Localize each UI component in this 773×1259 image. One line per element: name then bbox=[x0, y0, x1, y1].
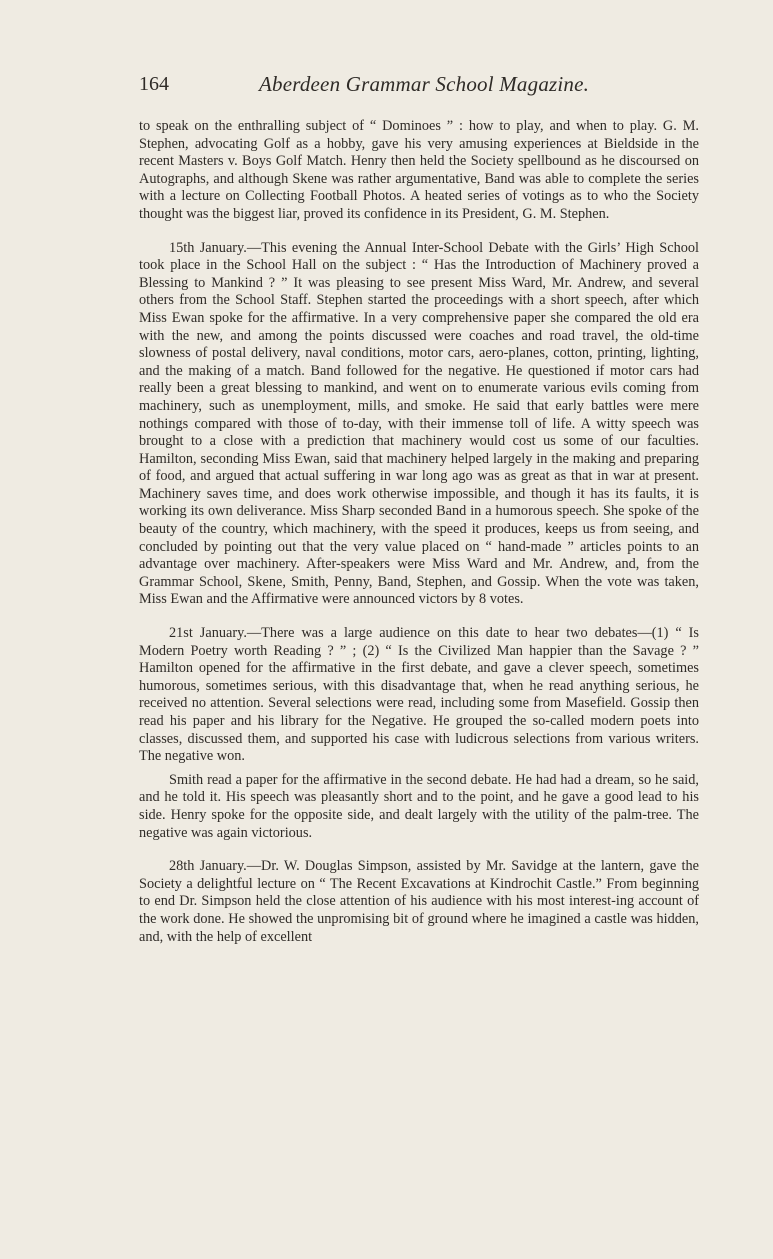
page-number: 164 bbox=[139, 73, 169, 95]
paragraph-dominoes: to speak on the enthralling subject of “ Dominoes ” : how to play, and when to play. G. M. Stephen, advocating Golf as a hobby, gave his very amusing experiences at Bieldside in the recent Masters v. Boys Golf Match. Henry then held the Society spellbound as he discoursed on Autographs, and although Skene was rather argumentative, Band was able to complete the series with a lecture on Collecting Football Photos. A heated series of votings as to who the Society thought was the biggest liar, proved its confidence in its President, G. M. Stephen. bbox=[139, 118, 699, 222]
paragraph-21st-january: 21st January.—There was a large audience on this date to hear two debates—(1) “ Is Modern Poetry worth Reading ? ” ; (2) “ Is the Civilized Man happier than the Savage ? ” Hamilton opened for the affirmative in the first debate, and gave a clever speech, sometimes humorous, sometimes serious, with this disadvantage that, when he read anything serious, he received no attention. Several selections were read, including some from Masefield. Gossip then read his paper and his library for the Negative. He grouped the so-called modern poets into classes, discussed them, and supported his case with ludicrous selections from various writers. The negative won. bbox=[139, 625, 699, 765]
running-title: Aberdeen Grammar School Magazine. bbox=[259, 72, 590, 96]
paragraph-28th-january: 28th January.—Dr. W. Douglas Simpson, assisted by Mr. Savidge at the lantern, gave the Society a delightful lecture on “ The Recent Excavations at Kindrochit Castle.” From beginning to end Dr. Simpson held the close attention of his audience with his most interest-ing account of the work done. He showed the unpromising bit of ground where he imagined a castle was hidden, and, with the help of excellent bbox=[139, 858, 699, 945]
paragraph-second-debate: Smith read a paper for the affirmative in the second debate. He had had a dream, so he said, and he told it. His speech was pleasantly short and to the point, and he gave a good lead to his side. Henry spoke for the opposite side, and dealt largely with the utility of the palm-tree. The negative was again victorious. bbox=[139, 771, 699, 841]
page-header bbox=[139, 72, 699, 102]
article-body bbox=[139, 118, 699, 946]
paragraph-15th-january: 15th January.—This evening the Annual Inter-School Debate with the Girls’ High School took place in the School Hall on the subject : “ Has the Introduction of Machinery proved a Blessing to Mankind ? ” It was pleasing to see present Miss Ward, Mr. Andrew, and several others from the School Staff. Stephen started the proceedings with a short speech, after which Miss Ewan spoke for the affirmative. In a very comprehensive paper she compared the old era with the new, and among the points discussed were coaches and road travel, the old-time slowness of postal delivery, naval conditions, motor cars, aero-planes, cotton, printing, lighting, and the making of a match. Band followed for the negative. He questioned if motor cars had really been a great blessing to mankind, and went on to enumerate various evils coming from machinery, such as unemployment, mills, and smoke. He said that early battles were mere nothings compared with those of to-day, with their immense toll of life. A witty speech was brought to a close with a prediction that machinery would cost us some of our faculties. Hamilton, seconding Miss Ewan, said that machinery helped largely in the making and preparing of food, and argued that actual suffering in war long ago was as great as that in war at present. Machinery saves time, and does work otherwise impossible, and though it has its faults, it is working its own deliverance. Miss Sharp seconded Band in a humorous speech. She spoke of the beauty of the country, which machinery, with the speed it produces, keeps us from seeing, and concluded by pointing out that the very value placed on “ hand-made ” articles points to an advantage over machinery. After-speakers were Miss Ward and Mr. Andrew, and, from the Grammar School, Skene, Smith, Penny, Band, Stephen, and Gossip. When the vote was taken, Miss Ewan and the Affirmative were announced victors by 8 votes. bbox=[139, 239, 699, 608]
